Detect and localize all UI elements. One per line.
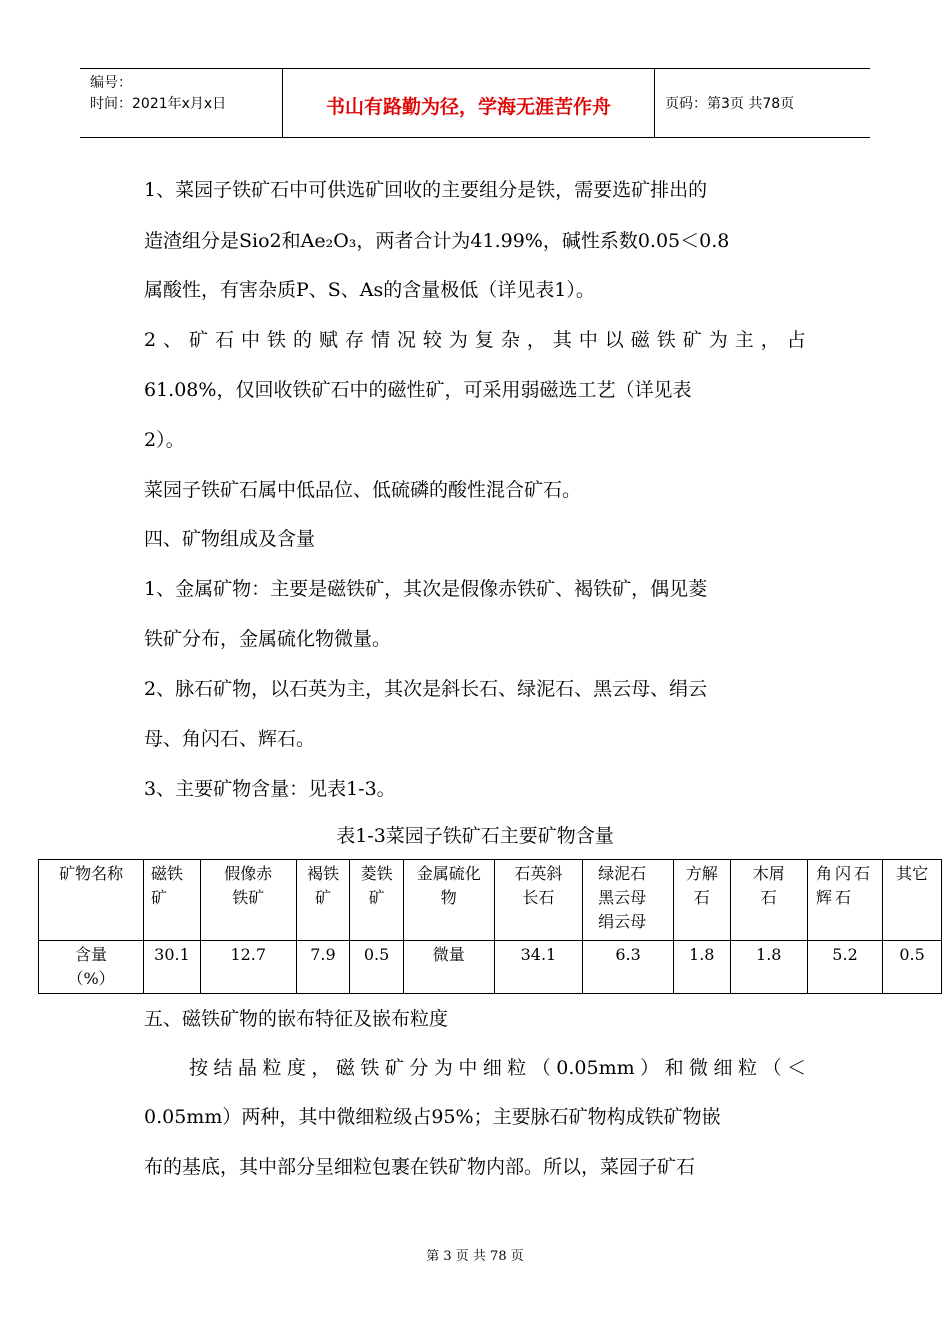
page-header — [80, 68, 870, 138]
table-header-cell: 绿泥石黑云母绢云母 — [583, 860, 674, 941]
table-header-cell: 假像赤铁矿 — [200, 860, 296, 941]
table-caption: 表1-3菜园子铁矿石主要矿物含量 — [336, 825, 614, 847]
table-cell: 1.8 — [730, 941, 807, 994]
section-5-heading: 五、磁铁矿物的嵌布特征及嵌布粒度 — [144, 1008, 449, 1030]
header-info — [80, 69, 282, 137]
header-page-number: 页码：第3页 共78页 — [665, 96, 795, 112]
paragraph-5-line-1: 2、脉石矿物，以石英为主，其次是斜长石、绿泥石、黑云母、绢云 — [144, 678, 708, 700]
page-footer: 第 3 页 共 78 页 — [426, 1249, 524, 1264]
table-header-cell: 褐铁矿 — [296, 860, 350, 941]
table-cell: 12.7 — [200, 941, 296, 994]
table-cell: 5.2 — [807, 941, 882, 994]
table-header-cell: 金属硫化物 — [403, 860, 494, 941]
table-header-cell: 其它 — [883, 860, 942, 941]
paragraph-7-line-1: 按 结 晶 粒 度 ， 磁 铁 矿 分 为 中 细 粒 （ 0.05mm ） 和 微 细 粒 （ ＜ — [189, 1057, 806, 1079]
paragraph-5-line-2: 母、角闪石、辉石。 — [144, 728, 316, 750]
table-cell: 30.1 — [144, 941, 201, 994]
table-row-label: 含量（%） — [39, 941, 144, 994]
document-number: 编号： — [90, 75, 132, 91]
table-header-cell: 磁铁矿 — [144, 860, 201, 941]
table-header-cell: 矿物名称 — [39, 860, 144, 941]
table-cell: 微量 — [403, 941, 494, 994]
table-header-cell: 木屑石 — [730, 860, 807, 941]
table-header-cell: 方解石 — [673, 860, 730, 941]
table-header-cell: 菱铁矿 — [350, 860, 404, 941]
section-4-heading: 四、矿物组成及含量 — [144, 528, 316, 550]
table-header-row — [39, 860, 942, 941]
paragraph-1-line-3: 属酸性，有害杂质P、S、As的含量极低（详见表1）。 — [144, 279, 595, 301]
paragraph-2-line-3: 2）。 — [144, 429, 185, 451]
table-cell: 7.9 — [296, 941, 350, 994]
paragraph-1-line-1: 1、菜园子铁矿石中可供选矿回收的主要组分是铁，需要选矿排出的 — [144, 179, 708, 201]
table-cell: 34.1 — [494, 941, 583, 994]
table-cell: 1.8 — [673, 941, 730, 994]
table-cell: 0.5 — [883, 941, 942, 994]
paragraph-2-line-1: 2 、 矿 石 中 铁 的 赋 存 情 况 较 为 复 杂 ， 其 中 以 磁 铁 矿 为 主 ， 占 — [144, 329, 806, 351]
table-cell: 0.5 — [350, 941, 404, 994]
paragraph-7-line-2: 0.05mm）两种，其中微细粒级占95%；主要脉石矿物构成铁矿物嵌 — [144, 1106, 721, 1128]
document-date: 时间：2021年x月x日 — [90, 96, 227, 112]
table-header-cell: 石英斜长石 — [494, 860, 583, 941]
paragraph-4-line-2: 铁矿分布，金属硫化物微量。 — [144, 628, 392, 650]
table-header-cell: 角闪石辉石 — [807, 860, 882, 941]
header-motto: 书山有路勤为径，学海无涯苦作舟 — [282, 69, 655, 137]
paragraph-1-line-2: 造渣组分是Sio2和Ae₂O₃，两者合计为41.99%，碱性系数0.05＜0.8 — [144, 230, 730, 252]
table-row — [39, 941, 942, 994]
paragraph-4-line-1: 1、金属矿物：主要是磁铁矿，其次是假像赤铁矿、褐铁矿，偶见菱 — [144, 578, 708, 600]
table-cell: 6.3 — [583, 941, 674, 994]
paragraph-7-line-3: 布的基底，其中部分呈细粒包裹在铁矿物内部。所以，菜园子矿石 — [144, 1156, 696, 1178]
paragraph-2-line-2: 61.08%，仅回收铁矿石中的磁性矿，可采用弱磁选工艺（详见表 — [144, 379, 692, 401]
paragraph-6: 3、主要矿物含量：见表1-3。 — [144, 778, 396, 800]
mineral-content-table — [38, 859, 942, 994]
paragraph-3: 菜园子铁矿石属中低品位、低硫磷的酸性混合矿石。 — [144, 479, 582, 501]
